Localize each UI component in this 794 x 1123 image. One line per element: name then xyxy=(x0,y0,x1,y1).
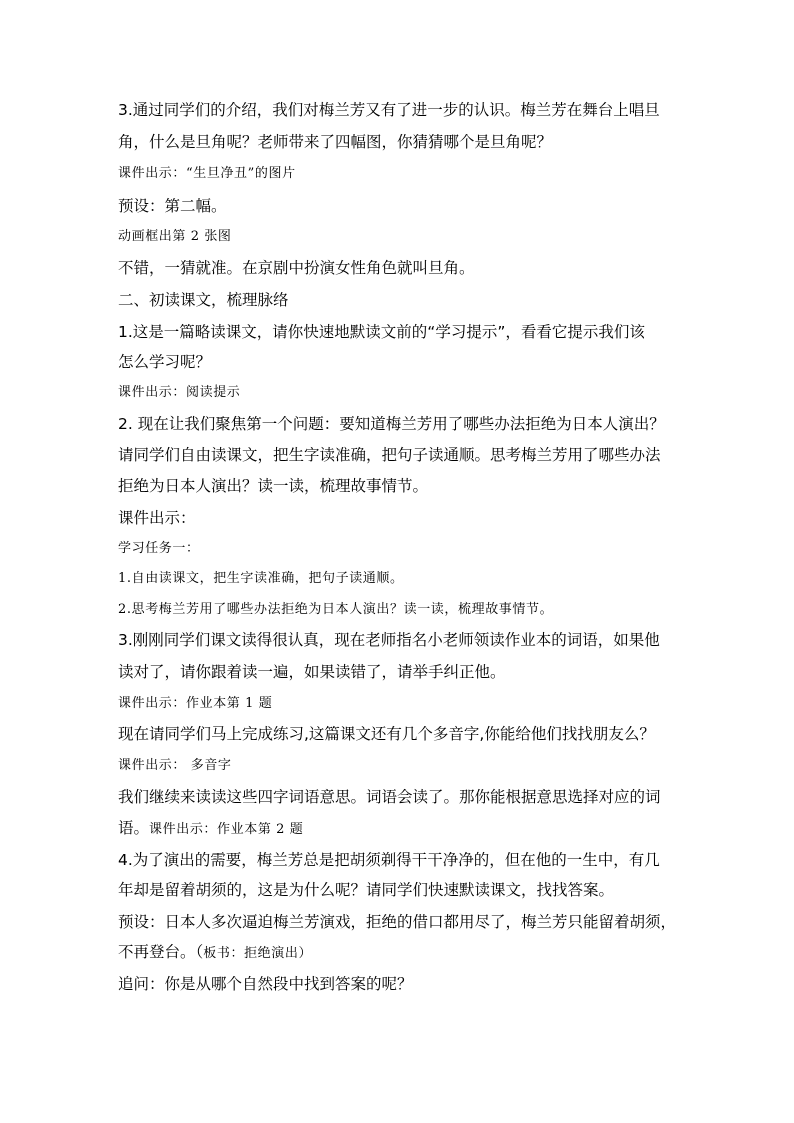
paragraph-line: 角，什么是旦角呢？老师带来了四幅图，你猜猜哪个是旦角呢？ xyxy=(118,133,553,151)
paragraph-line: 3.通过同学们的介绍，我们对梅兰芳又有了进一步的认识。梅兰芳在舞台上唱旦 xyxy=(118,101,660,119)
paragraph-line: 预设：第二幅。 xyxy=(118,197,227,215)
paragraph-line: 拒绝为日本人演出？读一读，梳理故事情节。 xyxy=(118,477,429,495)
courseware-note-inline: 课件出示：作业本第 2 题 xyxy=(149,822,304,837)
courseware-note: 课件出示：作业本第 1 题 xyxy=(118,696,273,711)
paragraph-line: 追问：你是从哪个自然段中找到答案的呢？ xyxy=(118,975,413,993)
paragraph-line: 怎么学习呢？ xyxy=(118,353,212,371)
paragraph-line: 4.为了演出的需要，梅兰芳总是把胡须剃得干干净净的，但在他的一生中，有几 xyxy=(118,851,660,869)
animation-note: 动画框出第 2 张图 xyxy=(118,229,232,244)
paragraph-line: 年却是留着胡须的，这是为什么呢？请同学们快速默读课文，找找答案。 xyxy=(118,881,615,899)
section-heading: 二、初读课文，梳理脉络 xyxy=(118,291,289,309)
paragraph-line: 预设：日本人多次逼迫梅兰芳演戏，拒绝的借口都用尽了，梅兰芳只能留着胡须， xyxy=(118,913,677,931)
paragraph-line: 不错，一猜就准。在京剧中扮演女性角色就叫旦角。 xyxy=(118,259,475,277)
courseware-note: 课件出示：“生旦净丑”的图片 xyxy=(118,166,296,181)
courseware-note: 课件出示： 多音字 xyxy=(118,758,232,773)
paragraph-line: 读对了，请你跟着读一遍，如果读错了，请举手纠正他。 xyxy=(118,663,506,681)
blackboard-note-inline: 板书：拒绝演出） xyxy=(203,946,313,961)
paragraph-line: 现在请同学们马上完成练习,这篇课文还有几个多音字,你能给他们找找朋友么？ xyxy=(118,725,655,743)
paragraph-line-mixed xyxy=(118,942,312,963)
paragraph-line: 2. 现在让我们聚焦第一个问题：要知道梅兰芳用了哪些办法拒绝为日本人演出？ xyxy=(118,415,665,433)
text-run: 不再登台。（ xyxy=(118,943,204,961)
paragraph-line: 课件出示： xyxy=(118,509,196,527)
task-item: 2.思考梅兰芳用了哪些办法拒绝为日本人演出？读一读，梳理故事情节。 xyxy=(118,602,554,617)
paragraph-line: 3.刚刚同学们课文读得很认真，现在老师指名小老师领读作业本的词语，如果他 xyxy=(118,631,660,649)
paragraph-line: 1.这是一篇略读课文，请你快速地默读文前的“学习提示”，看看它提示我们该 xyxy=(118,323,645,341)
paragraph-line-mixed xyxy=(118,818,303,839)
task-heading: 学习任务一： xyxy=(118,541,200,556)
paragraph-line: 我们继续来读读这些四字词语意思。词语会读了。那你能根据意思选择对应的词 xyxy=(118,788,661,806)
text-run: 语。 xyxy=(118,819,150,837)
task-item: 1.自由读课文，把生字读准确，把句子读通顺。 xyxy=(118,571,404,586)
courseware-note: 课件出示：阅读提示 xyxy=(118,385,241,400)
paragraph-line: 请同学们自由读课文，把生字读准确，把句子读通顺。思考梅兰芳用了哪些办法 xyxy=(118,446,661,464)
